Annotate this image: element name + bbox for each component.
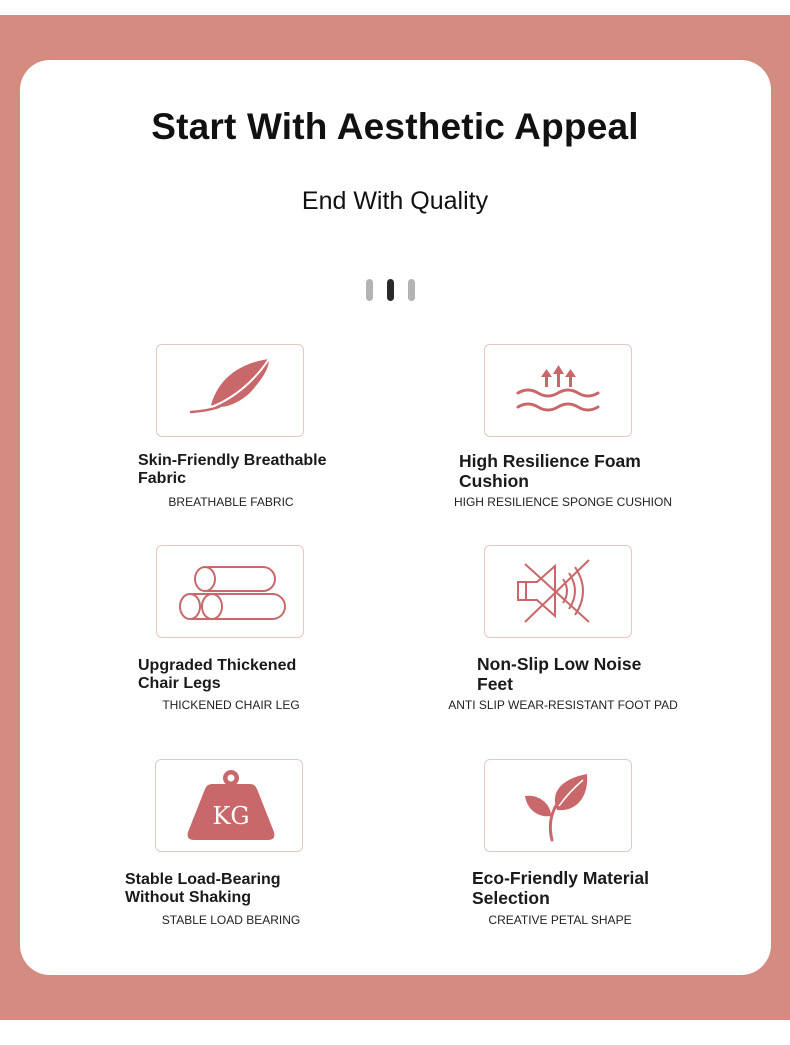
- dot: [366, 279, 373, 301]
- feature-title: Non-Slip Low Noise Feet: [477, 654, 642, 694]
- dot: [408, 279, 415, 301]
- feature-icon-box-foam: [484, 344, 632, 437]
- feature-title: High Resilience Foam Cushion: [459, 451, 641, 491]
- feature-icon-box-legs: [156, 545, 304, 638]
- feature-icon-box-load: [155, 759, 303, 852]
- feature-subtitle: CREATIVE PETAL SHAPE: [488, 913, 632, 927]
- chair-legs-icon: [157, 546, 303, 637]
- feature-subtitle: ANTI SLIP WEAR-RESISTANT FOOT PAD: [448, 698, 678, 712]
- feature-icon-box-eco: [484, 759, 632, 852]
- feature-title: Skin-Friendly Breathable Fabric: [138, 452, 327, 487]
- feature-title: Stable Load-Bearing Without Shaking: [125, 871, 281, 906]
- dot-active: [387, 279, 394, 301]
- feather-icon: [157, 345, 303, 436]
- foam-resilience-icon: [485, 345, 631, 436]
- feature-subtitle: THICKENED CHAIR LEG: [162, 698, 300, 712]
- feature-subtitle: STABLE LOAD BEARING: [161, 913, 301, 927]
- page-subtitle: End With Quality: [301, 187, 489, 215]
- mute-speaker-icon: [485, 546, 631, 637]
- feature-subtitle: BREATHABLE FABRIC: [168, 495, 294, 509]
- decorative-dots: [366, 279, 426, 301]
- feature-title: Eco-Friendly Material Selection: [472, 868, 649, 908]
- feature-icon-box-noise: [484, 545, 632, 638]
- page-title: Start With Aesthetic Appeal: [151, 106, 639, 147]
- feature-subtitle: HIGH RESILIENCE SPONGE CUSHION: [453, 495, 673, 509]
- leaf-icon: [485, 760, 631, 851]
- feature-title: Upgraded Thickened Chair Legs: [138, 657, 297, 692]
- svg-text:KG: KG: [212, 802, 250, 830]
- feature-icon-box-fabric: [156, 344, 304, 437]
- kg-weight-icon: [156, 760, 302, 851]
